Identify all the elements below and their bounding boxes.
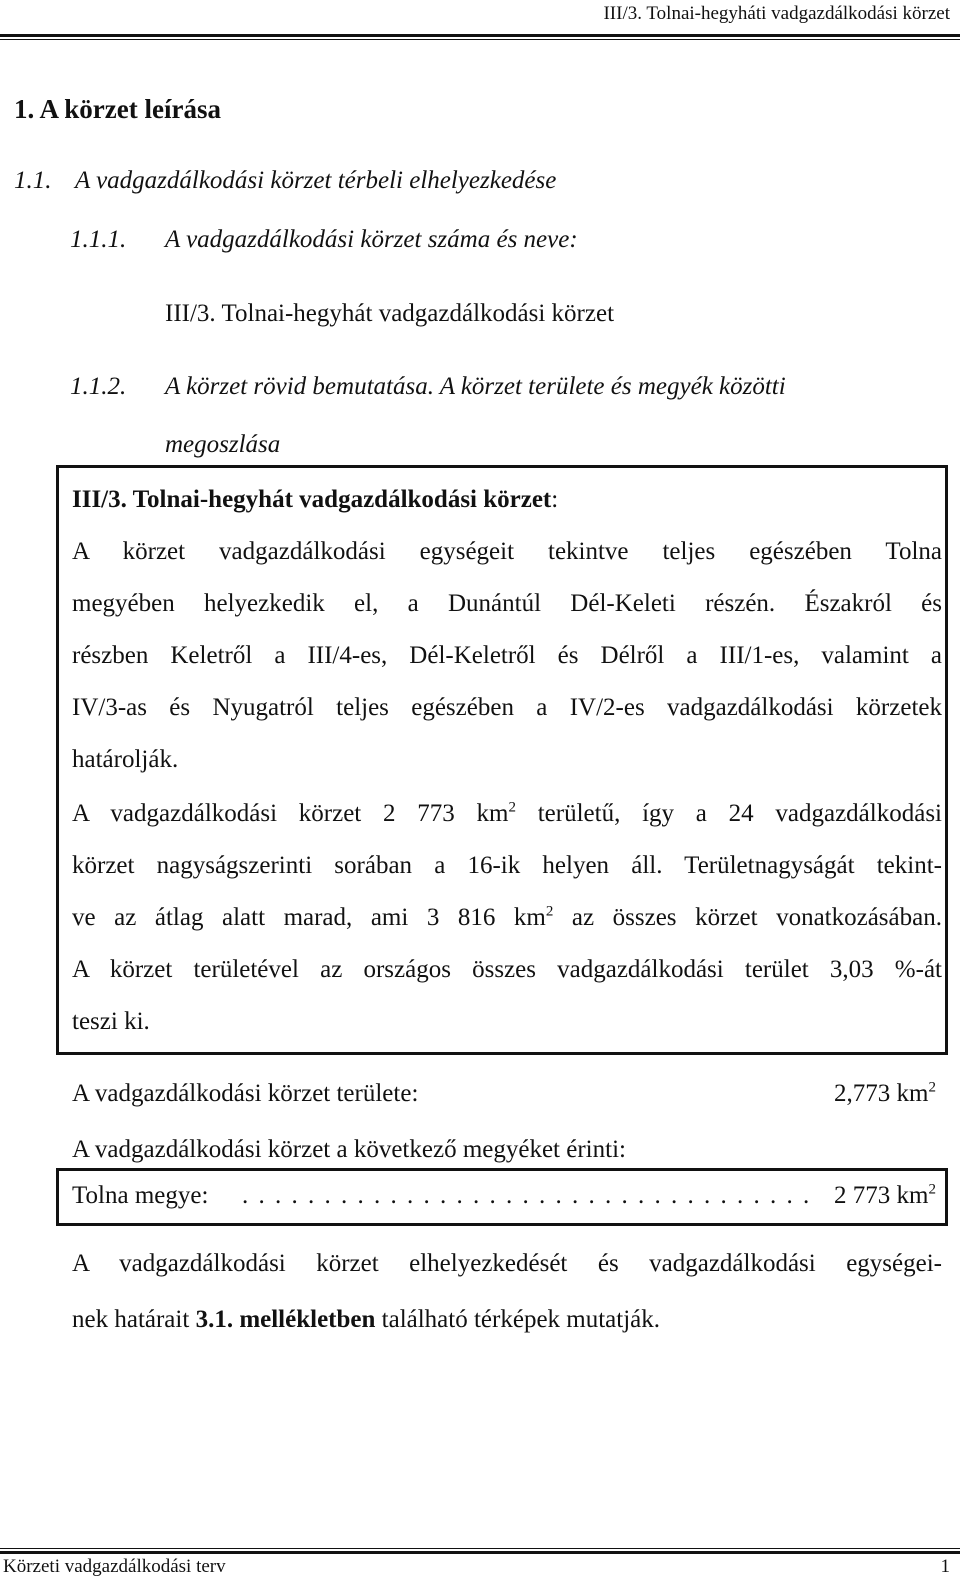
section-1-1-2-title-line2: megoszlása [165,431,281,458]
box-line-5: határolják. [72,746,179,773]
county-leader-dots: . . . . . . . . . . . . . . . . . . . . . . . . . . . . . . . . . . . [242,1182,812,1209]
running-header: III/3. Tolnai-hegyháti vadgazdálkodási körzet [603,3,950,24]
county-value-text: 2 773 km [834,1182,929,1209]
box-heading-colon: : [551,486,559,513]
box-rank-line: körzet nagyságszerinti sorában a 16-ik helyen áll. Területnagyságát tekint- [72,852,942,879]
annex-line-1: A vadgazdálkodási körzet elhelyezkedését és vadgazdálkodási egységei- [72,1250,942,1277]
superscript-2: 2 [928,1079,936,1096]
annex-line-2 [72,1306,660,1334]
box-avg-line-a: ve az átlag alatt marad, ami 3 816 km [72,904,546,931]
annex-reference: 3.1. mellékletben [195,1306,376,1333]
box-share-line: A körzet területével az országos összes vadgazdálkodási terület 3,03 %-át [72,956,942,983]
annex-line-2-a: nek határait [72,1306,196,1333]
box-heading-bold: III/3. Tolnai-hegyhát vadgazdálkodási körzet [72,486,552,513]
page-number: 1 [940,1556,950,1577]
box-heading [72,486,558,514]
box-area-line [72,800,942,828]
section-1-1-2-number: 1.1.2. [70,373,127,400]
superscript-2: 2 [508,799,516,816]
section-1-heading: 1. A körzet leírása [14,94,221,124]
section-1-1-1-number: 1.1.1. [70,226,127,253]
county-value [834,1182,936,1210]
box-avg-line-b: az összes körzet vonatkozásában. [553,904,942,931]
footer-title: Körzeti vadgazdálkodási terv [3,1556,226,1577]
box-line-4: IV/3-as és Nyugatról teljes egészében a IV/2-es vadgazdálkodási körzetek [72,694,942,721]
area-value [834,1080,936,1108]
section-1-1-1-title: A vadgazdálkodási körzet száma és neve: [165,226,578,253]
footer-rule-thin [0,1548,960,1549]
county-name: Tolna megye: [72,1182,209,1209]
header-rule [0,34,960,37]
box-line-1: A körzet vadgazdálkodási egységeit tekintve teljes egészében Tolna [72,538,942,565]
section-1-1-number: 1.1. [14,167,52,194]
superscript-2: 2 [928,1181,936,1198]
box-area-line-a: A vadgazdálkodási körzet 2 773 km [72,800,509,827]
box-line-3: részben Keletről a III/4-es, Dél-Keletről és Délről a III/1-es, valamint a [72,642,942,669]
box-share-line-end: teszi ki. [72,1008,150,1035]
section-1-1-title: A vadgazdálkodási körzet térbeli elhelyezkedése [75,167,557,194]
area-value-text: 2,773 km [834,1080,929,1107]
footer-rule [0,1551,960,1554]
superscript-2: 2 [545,903,554,920]
box-area-line-b: területű, így a 24 vadgazdálkodási [515,800,942,827]
annex-line-2-b: található térképek mutatják. [375,1306,661,1333]
header-rule-thin [0,39,960,40]
counties-intro: A vadgazdálkodási körzet a következő megyéket érinti: [72,1136,626,1163]
area-label: A vadgazdálkodási körzet területe: [72,1080,419,1107]
box-avg-line [72,904,942,932]
district-name: III/3. Tolnai-hegyhát vadgazdálkodási körzet [165,300,615,327]
box-line-2: megyében helyezkedik el, a Dunántúl Dél-Keleti részén. Északról és [72,590,942,617]
section-1-1-2-title-line1: A körzet rövid bemutatása. A körzet területe és megyék közötti [165,373,786,400]
